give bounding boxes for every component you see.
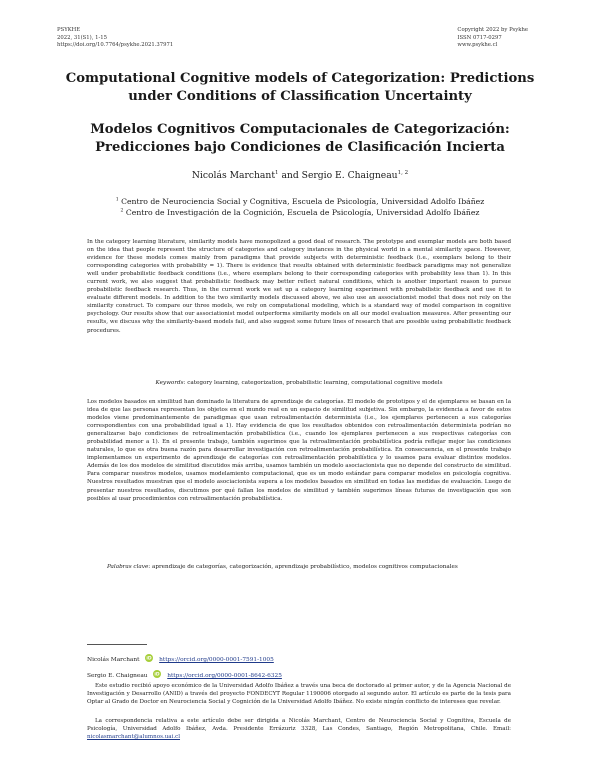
orcid-link-2[interactable]: https://orcid.org/0000-0001-8642-6325 [167,673,282,679]
title-english-line2: under Conditions of Classification Uncertainty [128,88,472,104]
journal-header-right [457,27,528,50]
author-1: Nicolás Marchant [191,170,276,181]
affiliation-1-number: 1 [115,197,119,203]
orcid-author-1: Nicolás Marchant [87,657,140,663]
affiliations [40,196,560,219]
funding-footnote: Este estudio recibió apoyo económico de la Universidad Adolfo Ibáñez a través una beca de doctorado al primer autor, y de la Agencia Nacional de Investigación y Desarrollo (ANID) a través del proyecto FONDECYT Regular 1190006 otorgado al segundo autor. El artículo es parte de la tesis para Optar al Grado de Doctor en Neurociencia Social y Cognición de la Universidad Adolfo Ibáñez. No existe ningún conflicto de intereses que revelar. [87,683,511,705]
keywords-label: Keywords: [155,380,186,386]
copyright: Copyright 2022 by Psykhe [457,27,528,33]
journal-name: PSYKHE [57,27,81,33]
palabras-clave [87,563,511,571]
keywords-text: category learning, categorization, probabilistic learning, computational cognitive models [185,380,443,386]
orcid-badge-text: iD [154,672,160,678]
title-english-line1: Computational Cognitive models of Categorization: Predictions [65,71,535,86]
correspondence-text: La correspondencia relativa a este artículo debe ser dirigida a Nicolás Marchant, Centro de Neurociencia Social y Cognitiva, Escuela de Psicología, Universidad Adolfo Ibáñez, Avda. Presidente Errázuriz 3328, Las Condes, Santiago, Región Metropolitana, Chile. Email: [87,718,511,732]
author-conjunction: and [278,170,302,181]
affiliation-1-text: Centro de Neurociencia Social y Cognitiva, Escuela de Psicología, Universidad Adolfo Ibáñez [118,197,485,206]
journal-issue: 2022, 31(S1), 1-15 [57,34,107,41]
journal-website[interactable]: www.psykhe.cl [457,42,498,49]
affiliation-2 [40,207,560,218]
orcid-entry-2 [87,670,282,680]
title-english [40,70,560,105]
palabras-clave-text: : aprendizaje de categorías, categorización, aprendizaje probabilístico, modelos cognitivos computacionales [148,564,458,570]
affiliation-2-text: Centro de Investigación de la Cognición, Escuela de Psicología, Universidad Adolfo Ibáñez [123,208,480,218]
title-spanish-line1: Modelos Cognitivos Computacionales de Categorización: [90,122,510,137]
abstract-english: In the category learning literature, similarity models have monopolized a good deal of research. The prototype and exemplar models are both based on the idea that people represent the structure of categories and category instances in the physical world in a mental similarity space. However, evidence for these models comes mainly from paradigms that provide subjects with deterministic feedback (i.e., exemplars belong to their corresponding categories with probability = 1). There is evidence that results obtained with deterministic feedback paradigms may not generalize well under probabilistic feedback conditions (i.e., where exemplars belong to their corresponding categories with probability less than 1). In this current work, we also suggest that probabilistic feedback may better reflect natural conditions, which is another important reason to pursue probabilistic feedback research. Thus, in the current work we set up a category learning experiment with probabilistic feedback and use it to evaluate different models. In addition to the two similarity models discussed above, we also use an associationist model that does not rely on the similarity construct. To compare our three models, we rely on computational modeling, which is a standard way of model comparison in cognitive psychology. Our results show that our associationist model outperforms similarity models on all our model evaluation measures. After presenting our results, we discuss why the similarity-based models fail, and also suggest some future lines of research that are possible using probabilistic feedback procedures. [87,239,511,334]
author-1-affil: 1 [275,169,279,176]
keywords [87,379,511,387]
doi[interactable]: https://doi.org/10.7764/psykhe.2021.37971 [57,42,174,49]
title-spanish [40,121,560,156]
orcid-entry-1 [87,654,274,664]
correspondence-footnote [87,718,511,742]
issn: ISSN 0717-0297 [457,34,502,41]
orcid-icon [145,654,153,662]
author-2: Sergio E. Chaigneau [301,170,398,181]
affiliation-2-number: 2 [120,208,124,214]
author-2-affil: 1, 2 [397,169,409,176]
abstract-spanish: Los modelos basados en similitud han dominado la literatura de aprendizaje de categorías. El modelo de prototipos y el de ejemplares se basan en la idea de que las personas representan los objetos en el mundo real en un espacio de similitud subjetiva. Sin embargo, la evidencia a favor de estos modelos viene predominantemente de paradigmas que usan retroalimentación determinista (i.e., los ejemplares pertenecen a sus categorías correspondientes con una probabilidad igual a 1). Hay evidencia de que los resultados obtenidos con retroalimentación determinista podrían no generalizarse bajo condiciones de retroalimentación probabilística (i.e., cuando los ejemplares pertenecen a sus respectivas categorías con probabilidad menor a 1). En el presente trabajo, también sugerimos que la retroalimentación probabilística podría reflejar mejor las condiciones naturales, lo que es otra buena razón para desarrollar investigación con retroalimentación probabilística. En consecuencia, en el presente trabajo implementamos un experimento de aprendizaje de categorías con retroalimentación probabilística y lo usamos para evaluar distintos modelos. Además de los dos modelos de similitud discutidos más arriba, usamos también un modelo asociacionista que no depende del constructo de similitud. Para comparar nuestros modelos, usamos modelamiento computacional, que es un modo estándar para comparar modelos en psicología cognitiva. Nuestros resultados muestran que el modelo asociacionista supera a los modelos basados en similitud en todas las medidas de evaluación. Luego de presentar nuestros resultados, discutimos por qué fallan los modelos de similitud y también sugerimos líneas futuras de investigación que son posibles al usar procedimientos con retroalimentación probabilística. [87,399,511,502]
orcid-icon [153,670,161,678]
title-spanish-line2: Predicciones bajo Condiciones de Clasificación Incierta [95,139,505,155]
orcid-link-1[interactable]: https://orcid.org/0000-0001-7591-1005 [159,657,274,663]
author-list [40,170,560,181]
correspondence-email[interactable]: nicolasmarchant@alumnos.uai.cl [87,733,181,740]
footnote-divider [87,644,147,645]
orcid-author-2: Sergio E. Chaigneau [87,673,148,679]
orcid-badge-text: iD [146,656,152,662]
affiliation-1 [40,196,560,207]
palabras-clave-label: Palabras clave [107,564,149,570]
journal-header-left [57,27,173,50]
